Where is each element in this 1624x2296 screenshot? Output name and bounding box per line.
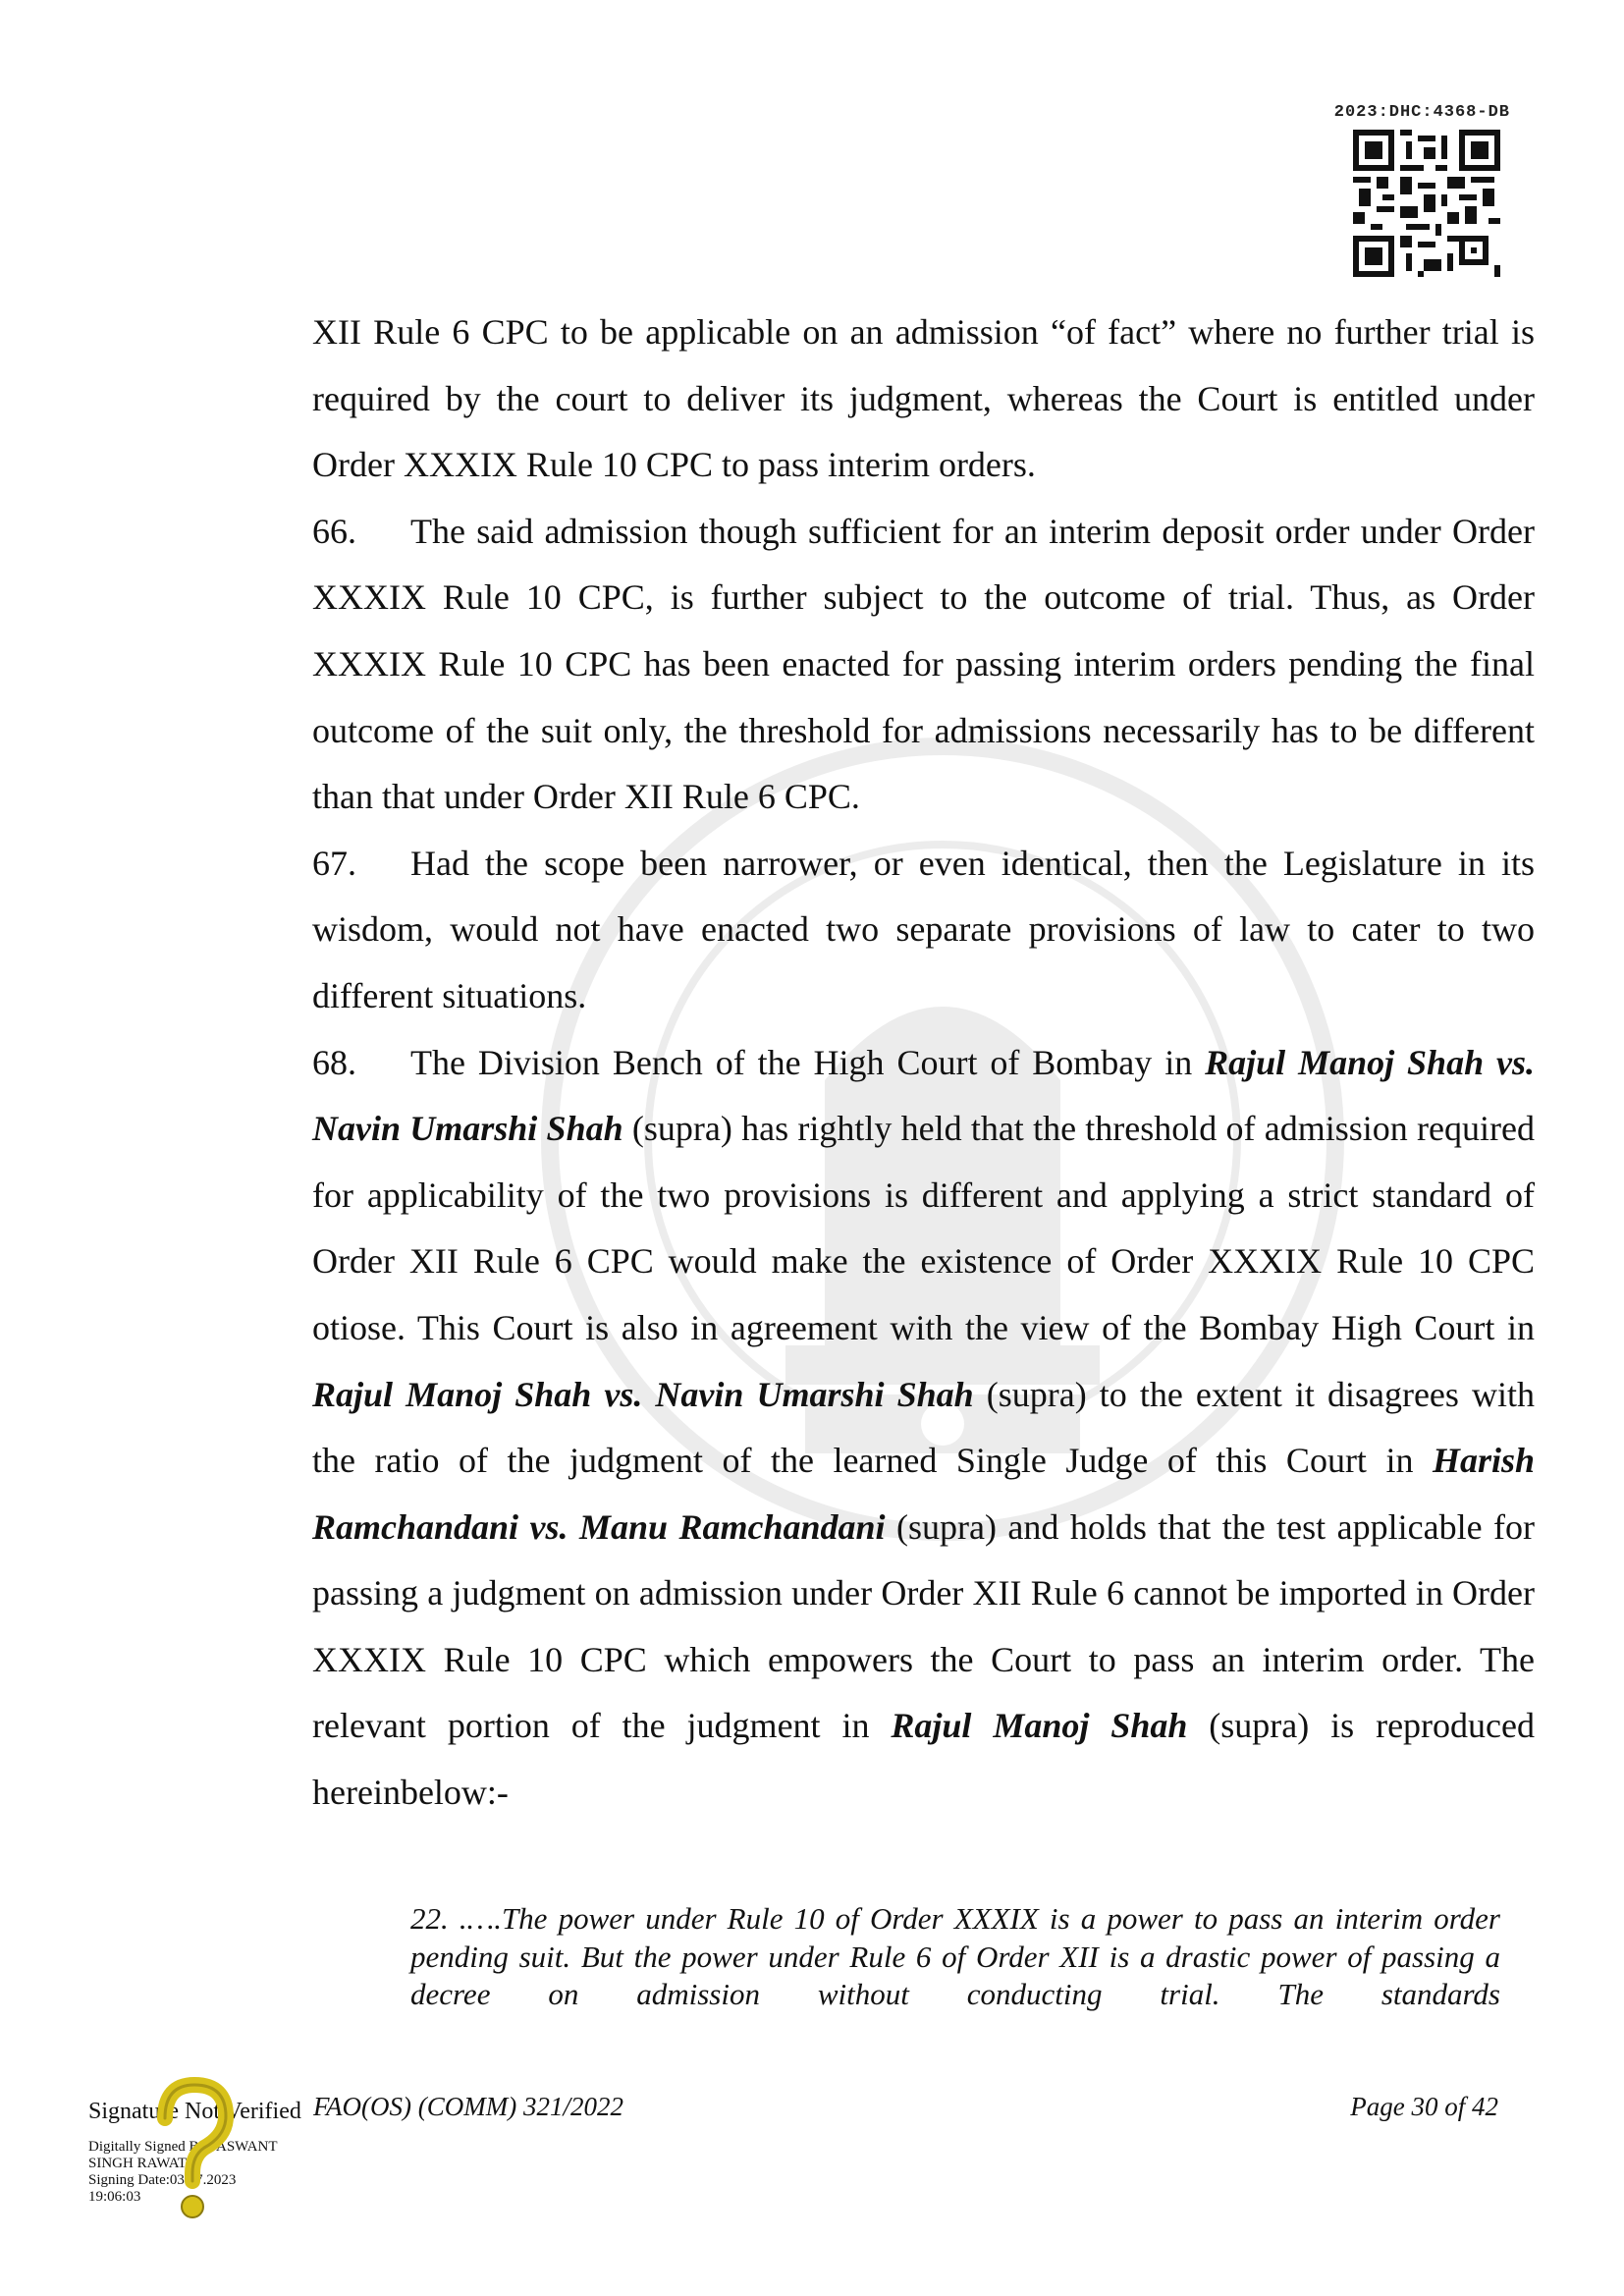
paragraph-text: (supra) to the extent it disagrees with the ratio of the judgment of the learned Single Judge of this Court in [312,1374,1535,1481]
paragraph-number: 68. [312,1042,356,1082]
page-number: Page 30 of 42 [1350,2092,1498,2121]
signing-date: Signing Date:03.07.2023 [88,2172,237,2188]
paragraph-number: 67. [312,843,356,883]
case-name: Rajul Manoj Shah vs. Navin Umarshi Shah [312,1042,1536,1149]
signed-by: Digitally Signed By:JASWANT [88,2139,278,2155]
paragraph-66 [312,499,1535,831]
paragraph-text: Had the scope been narrower, or even identical, then the Legislature in its wisdom, would not have enacted two separate provisions of law to cater to two different situations. [312,843,1535,1015]
paragraph-text: (supra) and holds that the test applicable for passing a judgment on admission under Order XII Rule 6 cannot be imported in Order XXXIX Rule 10 CPC which empowers the Court to pass an interim order. The relevant portion of the judgment in [312,1506,1535,1746]
paragraph-continuation: XII Rule 6 CPC to be applicable on an admission “of fact” where no further trial is required by the court to deliver its judgment, whereas the Court is entitled under Order XXXIX Rule 10 CPC to pass interim orders. [312,312,1535,485]
paragraph-text: (supra) has rightly held that the threshold of admission required for applicability of the two provisions is different and applying a strict standard of Order XII Rule 6 CPC would make the existence of Order XXXIX Rule 10 CPC otiose. This Court is also in agreement with the view of the Bombay High Court in [312,1109,1535,1347]
case-name: Harish Ramchandani vs. Manu Ramchandani [312,1441,1535,1547]
qr-code-icon [1353,130,1500,277]
case-number: FAO(OS) (COMM) 321/2022 [313,2092,623,2121]
block-quote: 22. .….The power under Rule 10 of Order XXXIX is a power to pass an interim order pending suit. But the power under Rule 6 of Order XII is a drastic power of passing a decree on admission without conducting trial. The standards [410,1901,1500,2011]
paragraph-68 [312,1030,1535,1827]
signer-name: SINGH RAWAT [88,2156,188,2171]
case-name: Rajul Manoj Shah [891,1706,1188,1746]
paragraph-67 [312,831,1535,1030]
paragraph-text: (supra) is reproduced hereinbelow:- [312,1706,1536,1813]
neutral-citation: 2023:DHC:4368-DB [1333,103,1510,122]
paragraph-number: 66. [312,511,356,551]
paragraph-text: The Division Bench of the High Court of Bombay in [410,1042,1206,1082]
signing-time: 19:06:03 [88,2189,141,2205]
case-name: Rajul Manoj Shah vs. Navin Umarshi Shah [312,1374,974,1414]
question-mark-icon [147,2077,241,2224]
signature-status: Signature Not Verified [88,2099,301,2124]
paragraph-text: The said admission though sufficient for an interim deposit order under Order XXXIX Rule 10 CPC, is further subject to the outcome of trial. Thus, as Order XXXIX Rule 10 CPC has been enacted for passing interim orders pending the final outcome of the suit only, the threshold for admissions necessarily has to be different than that under Order XII Rule 6 CPC. [312,511,1535,817]
judgment-body [312,300,1535,1827]
